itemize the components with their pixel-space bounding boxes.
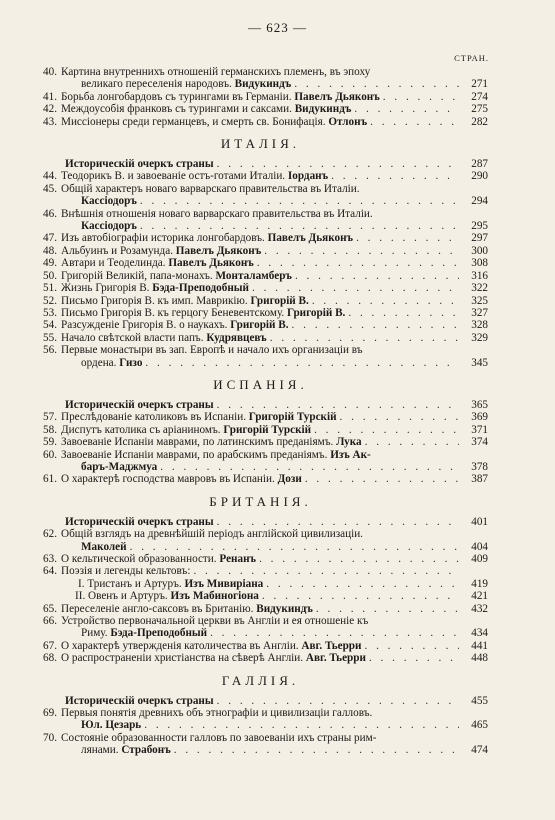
entry-number: 56. bbox=[43, 344, 57, 357]
toc-entry bbox=[33, 615, 488, 627]
entry-title: Григорій Великій, папа-монахъ. Монталамберъ bbox=[61, 269, 292, 282]
entry-author: Іорданъ bbox=[287, 170, 329, 183]
entry-page: 325 bbox=[471, 294, 488, 307]
entry-title: Общій характеръ новаго варварскаго правительства въ Италіи. bbox=[61, 182, 360, 195]
entry-author: Григорій В. bbox=[230, 319, 289, 332]
leader-dots bbox=[217, 399, 459, 411]
toc-entry-continuation bbox=[33, 744, 488, 756]
leader-dots bbox=[217, 695, 459, 707]
toc-entry bbox=[33, 103, 488, 115]
entry-number: 43. bbox=[43, 115, 57, 128]
entry-title: Историческій очеркъ страны bbox=[65, 694, 214, 707]
leader-dots bbox=[270, 332, 459, 344]
leader-dots bbox=[217, 158, 459, 170]
leader-dots bbox=[356, 232, 459, 244]
entry-title: Миссіонеры среди германцевъ, и смерть св. Бонифація. Отлонъ bbox=[61, 115, 368, 128]
leader-dots bbox=[262, 590, 459, 602]
entry-page: 300 bbox=[471, 244, 488, 257]
entry-title: Первые монастыри въ зап. Европѣ и начало ихъ организаціи въ bbox=[61, 344, 363, 357]
entry-number: 40. bbox=[43, 66, 57, 78]
toc-entry bbox=[33, 565, 488, 577]
entry-author: Кассіодоръ bbox=[81, 220, 137, 233]
entry-number: 42. bbox=[43, 103, 57, 116]
entry-number: 55. bbox=[43, 331, 57, 344]
entry-number: 53. bbox=[43, 306, 57, 319]
toc-entry bbox=[33, 183, 488, 195]
entry-title-continuation: ордена. Гизо bbox=[81, 356, 143, 369]
entry-page: 282 bbox=[471, 115, 488, 128]
entry-number: 70. bbox=[43, 731, 57, 744]
section-heading: ГАЛЛІЯ. bbox=[221, 672, 300, 688]
entry-title: Общій взглядъ на древнѣйшій періодъ англійской цивилизаціи. bbox=[61, 528, 363, 541]
toc-entry-continuation bbox=[33, 78, 488, 90]
leader-dots bbox=[314, 424, 459, 436]
entry-author: Страбонъ bbox=[121, 744, 171, 757]
leader-dots bbox=[144, 719, 459, 731]
entry-author: Гизо bbox=[119, 356, 143, 369]
entry-title: Первыя понятія древнихъ объ этнографіи и цивилизаціи галловъ. bbox=[61, 707, 373, 720]
entry-author: Павелъ Дьяконъ bbox=[168, 257, 254, 270]
entry-author: Дози bbox=[277, 473, 302, 486]
entry-number: 44. bbox=[43, 170, 57, 183]
entry-title: Устройство первоначальной церкви въ Англіи и ея отношеніе къ bbox=[61, 615, 369, 628]
entry-author: Авг. Тьерри bbox=[305, 652, 366, 665]
entry-page: 345 bbox=[471, 356, 488, 369]
entry-title: Внѣшнія отношенія новаго варварскаго правительства въ Италіи. bbox=[61, 207, 373, 220]
leader-dots bbox=[340, 411, 459, 423]
entry-page: 419 bbox=[471, 577, 488, 590]
entry-author: Отлонъ bbox=[328, 115, 368, 128]
entry-author: Кудрявцевъ bbox=[206, 331, 267, 344]
entry-page: 387 bbox=[471, 473, 488, 486]
entry-title: Борьба лонгобардовъ съ турингами въ Германіи. Павелъ Дьяконъ bbox=[61, 90, 380, 103]
leader-dots bbox=[295, 270, 459, 282]
leader-dots bbox=[174, 744, 459, 756]
entry-number: 60. bbox=[43, 448, 57, 461]
entry-title: Историческій очеркъ страны bbox=[65, 158, 214, 171]
entry-author: Видукиндъ bbox=[256, 602, 313, 615]
toc-entry bbox=[33, 640, 488, 652]
entry-page: 371 bbox=[471, 423, 488, 436]
entry-number: 54. bbox=[43, 319, 57, 332]
toc-entry bbox=[33, 170, 488, 182]
toc-entry-continuation bbox=[33, 541, 488, 553]
entry-page: 295 bbox=[471, 220, 488, 233]
entry-title: Разсужденіе Григорія В. о наукахъ. Григорій В. bbox=[61, 319, 289, 332]
entry-number: 67. bbox=[43, 639, 57, 652]
entry-author: Бэда-Преподобный bbox=[152, 282, 249, 295]
entry-page: 409 bbox=[471, 553, 488, 565]
table-of-contents bbox=[33, 66, 488, 757]
leader-dots bbox=[160, 461, 459, 473]
entry-page: 441 bbox=[471, 639, 488, 652]
toc-entry bbox=[33, 424, 488, 436]
entry-page: 322 bbox=[471, 282, 488, 295]
entry-number: 58. bbox=[43, 423, 57, 436]
leader-dots bbox=[259, 553, 459, 565]
toc-entry bbox=[33, 66, 488, 78]
entry-page: 465 bbox=[471, 719, 488, 732]
entry-page: 274 bbox=[471, 90, 488, 103]
toc-entry-continuation bbox=[33, 357, 488, 369]
toc-entry bbox=[33, 208, 488, 220]
entry-number: 69. bbox=[43, 707, 57, 720]
toc-entry bbox=[33, 578, 488, 590]
entry-author: Григорій Турскій bbox=[223, 423, 312, 436]
entry-number: 48. bbox=[43, 244, 57, 257]
entry-page: 474 bbox=[471, 744, 488, 757]
entry-number: 59. bbox=[43, 436, 57, 449]
toc-entry bbox=[33, 319, 488, 331]
page-column-header: СТРАН. bbox=[454, 53, 489, 63]
entry-title: Теодорикъ В. и завоеваніе остъ-готами Италіи. Іорданъ bbox=[61, 170, 329, 183]
toc-entry-continuation bbox=[33, 220, 488, 232]
entry-title: Завоеваніе Испаніи маврами, по латинскимъ преданіямъ. Лука bbox=[61, 436, 362, 449]
entry-title: Состояніе образованности галловъ по завоеваніи ихъ страны рим- bbox=[61, 731, 377, 744]
toc-entry bbox=[33, 232, 488, 244]
entry-title: О характерѣ утвержденія католичества въ Англіи. Авг. Тьерри bbox=[61, 639, 362, 652]
leader-dots bbox=[266, 578, 459, 590]
section-overview-entry bbox=[33, 399, 488, 411]
entry-page: 287 bbox=[471, 158, 488, 171]
entry-page: 378 bbox=[471, 460, 488, 473]
entry-author: Изъ Ак- bbox=[330, 448, 371, 461]
entry-author: баръ-Маджмуа bbox=[81, 460, 158, 473]
entry-page: 316 bbox=[471, 269, 488, 282]
toc-entry bbox=[33, 553, 488, 565]
entry-title-continuation bbox=[33, 719, 141, 731]
leader-dots bbox=[365, 436, 459, 448]
entry-title: Переселеніе англо-саксовъ въ Британію. Видукиндъ bbox=[61, 602, 313, 615]
entry-number: 51. bbox=[43, 282, 57, 295]
entry-page: 404 bbox=[471, 540, 488, 553]
entry-number: 68. bbox=[43, 652, 57, 665]
entry-author: Изъ Мивиріана bbox=[184, 577, 264, 590]
entry-page: 401 bbox=[471, 515, 488, 528]
entry-title-continuation: лянами. Страбонъ bbox=[81, 744, 171, 757]
entry-author: Изъ Мабиногіона bbox=[170, 590, 259, 603]
toc-entry bbox=[33, 116, 488, 128]
section-heading: ИСПАНІЯ. bbox=[213, 376, 308, 392]
leader-dots bbox=[369, 652, 459, 664]
entry-page: 327 bbox=[471, 306, 488, 319]
entry-author: Ренанъ bbox=[219, 553, 257, 565]
leader-dots bbox=[264, 245, 459, 257]
entry-author: Павелъ Дьяконъ bbox=[175, 244, 262, 257]
section-overview-entry bbox=[33, 158, 488, 170]
entry-author: Лука bbox=[336, 436, 362, 449]
toc-entry bbox=[33, 707, 488, 719]
leader-dots bbox=[383, 91, 459, 103]
entry-page: 434 bbox=[471, 627, 488, 640]
entry-title: Письмо Григорія В. къ имп. Маврикію. Григорій В. bbox=[61, 294, 309, 307]
leader-dots bbox=[217, 516, 459, 528]
toc-entry bbox=[33, 307, 488, 319]
entry-title-continuation: великаго переселенія народовъ. Видукиндъ bbox=[81, 78, 292, 91]
entry-number: 45. bbox=[43, 182, 57, 195]
leader-dots bbox=[145, 357, 459, 369]
entry-page: 275 bbox=[471, 103, 488, 116]
entry-author: Павелъ Дьяконъ bbox=[294, 90, 380, 103]
entry-number: 62. bbox=[43, 528, 57, 541]
toc-entry bbox=[33, 411, 488, 423]
leader-dots bbox=[305, 473, 459, 485]
entry-title-continuation bbox=[33, 195, 137, 207]
entry-title: О распространеніи христіанства на сѣверѣ Англіи. Авг. Тьерри bbox=[61, 652, 366, 665]
leader-dots bbox=[130, 541, 459, 553]
entry-page: 374 bbox=[471, 436, 488, 449]
entry-title: Поэзія и легенды кельтовъ: bbox=[61, 565, 191, 578]
section-heading: ИТАЛІЯ. bbox=[220, 136, 301, 152]
entry-author: Юл. Цезарь bbox=[81, 719, 142, 732]
entry-title-continuation bbox=[33, 541, 127, 553]
toc-entry bbox=[33, 652, 488, 664]
toc-entry bbox=[33, 295, 488, 307]
leader-dots bbox=[140, 220, 459, 232]
toc-entry-continuation bbox=[33, 719, 488, 731]
toc-entry bbox=[33, 91, 488, 103]
leader-dots bbox=[257, 257, 459, 269]
entry-page: 329 bbox=[471, 331, 488, 344]
leader-dots bbox=[140, 195, 459, 207]
section-heading: БРИТАНІЯ. bbox=[209, 493, 312, 509]
leader-dots bbox=[312, 295, 459, 307]
page-number: — 623 — bbox=[248, 20, 307, 35]
leader-dots bbox=[354, 103, 459, 115]
toc-entry-continuation bbox=[33, 627, 488, 639]
entry-number: 65. bbox=[43, 602, 57, 615]
entry-title: Завоеваніе Испаніи маврами, по арабскимъ преданіямъ. Изъ Ак- bbox=[61, 448, 371, 461]
entry-title: Междоусобія франковъ съ турингами и саксами. Видукиндъ bbox=[61, 103, 352, 116]
toc-entry bbox=[33, 270, 488, 282]
entry-title: Альбуинъ и Розамунда. Павелъ Дьяконъ bbox=[61, 244, 262, 257]
toc-entry bbox=[33, 590, 488, 602]
toc-entry bbox=[33, 528, 488, 540]
entry-page: 365 bbox=[471, 398, 488, 411]
entry-number: 66. bbox=[43, 615, 57, 628]
entry-number: 41. bbox=[43, 90, 57, 103]
entry-number: 49. bbox=[43, 257, 57, 270]
entry-number: 50. bbox=[43, 269, 57, 282]
entry-title: Историческій очеркъ страны bbox=[65, 398, 214, 411]
entry-author: Григорій В. bbox=[287, 306, 346, 319]
toc-entry bbox=[33, 282, 488, 294]
toc-entry bbox=[33, 473, 488, 485]
entry-number: 57. bbox=[43, 411, 57, 424]
section-overview-entry bbox=[33, 695, 488, 707]
entry-title: I. Тристанъ и Артуръ. Изъ Мивиріана bbox=[78, 577, 264, 590]
leader-dots bbox=[348, 307, 459, 319]
toc-entry bbox=[33, 245, 488, 257]
entry-author: Авг. Тьерри bbox=[301, 639, 362, 652]
toc-entry bbox=[33, 436, 488, 448]
leader-dots bbox=[193, 565, 459, 577]
leader-dots bbox=[364, 640, 459, 652]
entry-page: 432 bbox=[471, 602, 488, 615]
entry-number: 61. bbox=[43, 473, 57, 486]
toc-entry-continuation bbox=[33, 195, 488, 207]
leader-dots bbox=[370, 116, 459, 128]
entry-title: О кельтической образованности. Ренанъ bbox=[61, 553, 257, 565]
entry-author: Григорій Турскій bbox=[248, 411, 337, 424]
entry-title: Историческій очеркъ страны bbox=[65, 515, 214, 528]
entry-page: 328 bbox=[471, 319, 488, 332]
entry-author: Видукиндъ bbox=[294, 103, 352, 116]
entry-title-continuation bbox=[33, 461, 157, 473]
entry-title: Жизнь Григорія В. Бэда-Преподобный bbox=[61, 282, 249, 295]
entry-title: Автари и Теоделинда. Павелъ Дьяконъ bbox=[61, 257, 254, 270]
entry-author: Бэда-Преподобный bbox=[110, 627, 208, 640]
entry-page: 448 bbox=[471, 652, 488, 665]
toc-entry bbox=[33, 344, 488, 356]
entry-title: Картина внутреннихъ отношеній германскихъ племенъ, въ эпоху bbox=[61, 66, 371, 78]
toc-entry bbox=[33, 603, 488, 615]
toc-entry-continuation bbox=[33, 461, 488, 473]
entry-page: 369 bbox=[471, 411, 488, 424]
entry-title: О характерѣ господства мавровъ въ Испаніи. Дози bbox=[61, 473, 302, 486]
entry-page: 297 bbox=[471, 232, 488, 245]
entry-title-continuation bbox=[33, 220, 137, 232]
entry-title: II. Овенъ и Артуръ. Изъ Мабиногіона bbox=[75, 590, 259, 603]
entry-page: 294 bbox=[471, 195, 488, 208]
entry-page: 455 bbox=[471, 694, 488, 707]
entry-title: Изъ автобіографіи историка лонгобардовъ. Павелъ Дьяконъ bbox=[61, 232, 354, 245]
entry-page: 421 bbox=[471, 590, 488, 603]
entry-number: 47. bbox=[43, 232, 57, 245]
entry-title: Начало свѣтской власти папъ. Кудрявцевъ bbox=[61, 331, 267, 344]
entry-number: 63. bbox=[43, 553, 57, 565]
entry-number: 64. bbox=[43, 565, 57, 578]
toc-entry bbox=[33, 449, 488, 461]
section-overview-entry bbox=[33, 516, 488, 528]
entry-author: Павелъ Дьяконъ bbox=[267, 232, 354, 245]
entry-author: Монталамберъ bbox=[215, 269, 292, 282]
entry-page: 308 bbox=[471, 257, 488, 270]
entry-author: Маколей bbox=[81, 540, 127, 553]
entry-title: Преслѣдованіе католиковъ въ Испаніи. Григорій Турскій bbox=[61, 411, 337, 424]
entry-author: Кассіодоръ bbox=[81, 195, 137, 208]
leader-dots bbox=[316, 603, 459, 615]
entry-title: Письмо Григорія В. къ герцогу Беневентскому. Григорій В. bbox=[61, 306, 346, 319]
entry-number: 46. bbox=[43, 207, 57, 220]
leader-dots bbox=[331, 170, 459, 182]
entry-number: 52. bbox=[43, 294, 57, 307]
entry-page: 271 bbox=[471, 78, 488, 91]
entry-title: Диспутъ католика съ аріаниномъ. Григорій Турскій bbox=[61, 423, 312, 436]
entry-page: 290 bbox=[471, 170, 488, 183]
entry-author: Григорій В. bbox=[250, 294, 309, 307]
leader-dots bbox=[292, 319, 459, 331]
entry-title-continuation: Риму. Бэда-Преподобный bbox=[81, 627, 208, 640]
entry-author: Видукиндъ bbox=[234, 78, 292, 91]
toc-entry bbox=[33, 332, 488, 344]
toc-entry bbox=[33, 257, 488, 269]
leader-dots bbox=[294, 78, 459, 90]
toc-entry bbox=[33, 732, 488, 744]
leader-dots bbox=[210, 627, 459, 639]
leader-dots bbox=[252, 282, 459, 294]
